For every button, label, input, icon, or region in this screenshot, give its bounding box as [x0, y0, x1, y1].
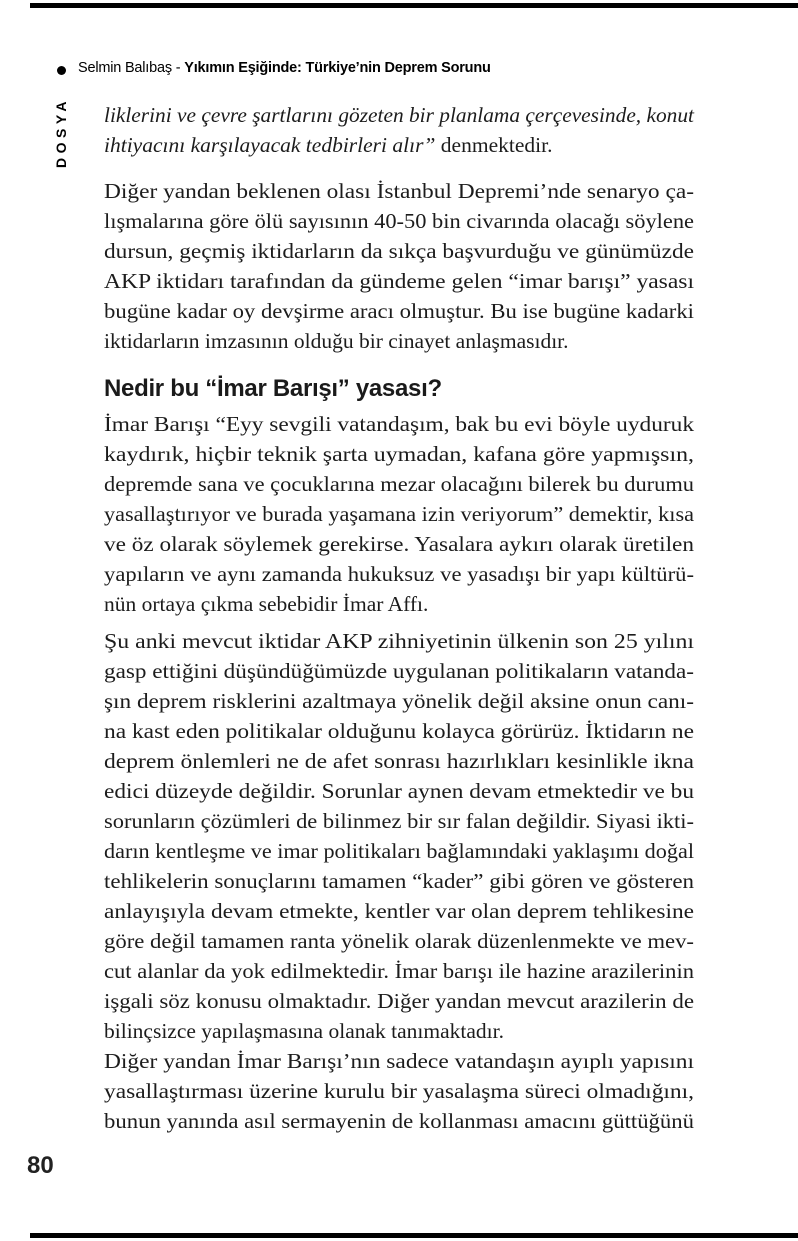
text-line — [104, 926, 694, 956]
quote-line-2-regular: denmektedir. — [435, 133, 553, 157]
text-line-content: Şu anki mevcut iktidar AKP zihniyetinin ülkenin son 25 yılını — [104, 629, 694, 653]
text-line-content: anlayışıyla devam etmekte, kentler var olan deprem tehlikesine — [104, 899, 694, 923]
text-line-content: kaydırık, hiçbir teknik şarta uymadan, kafana göre yapmışsın, — [104, 442, 694, 466]
text-line-content: nün ortaya çıkma sebebidir İmar Affı. — [104, 592, 429, 616]
text-line — [104, 206, 694, 236]
body-paragraph-3 — [104, 626, 694, 1046]
text-line-content: bilinçsizce yapılaşmasına olanak tanımaktadır. — [104, 1019, 505, 1043]
body-paragraph-4 — [104, 1046, 694, 1136]
text-line-content: şın deprem risklerini azaltmaya yönelik değil aksine onun canı- — [104, 689, 694, 713]
text-line — [104, 956, 694, 986]
text-line — [104, 100, 694, 130]
text-line-content: AKP iktidarı tarafından da gündeme gelen “imar barışı” yasası — [104, 269, 694, 293]
text-line-content: sorunların çözümleri de bilinmez bir sır falan değildir. Siyasi ikti- — [104, 809, 695, 833]
text-line-content: cut alanlar da yok edilmektedir. İmar barışı ile hazine arazilerinin — [104, 959, 694, 983]
text-line — [104, 866, 694, 896]
section-heading: Nedir bu “İmar Barışı” yasası? — [104, 375, 442, 402]
text-line — [104, 746, 694, 776]
quote-paragraph — [104, 100, 694, 160]
text-line-content: göre değil tamamen ranta yönelik olarak düzenlenmekte ve mev- — [104, 929, 694, 953]
text-line-content: bugüne kadar oy devşirme aracı olmuştur. Bu ise bugüne kadarki — [104, 299, 694, 323]
text-line-content: bunun yanında asıl sermayenin de kollanması amacını güttüğünü — [104, 1109, 694, 1133]
text-line — [104, 806, 694, 836]
text-line — [104, 130, 694, 160]
text-line-content: iktidarların imzasının olduğu bir cinayet anlaşmasıdır. — [104, 329, 569, 353]
text-line — [104, 686, 694, 716]
text-line-content: işgali söz konusu olmaktadır. Diğer yandan mevcut arazilerin de — [104, 989, 694, 1013]
text-line — [104, 469, 694, 499]
quote-line-2-italic: ihtiyacını karşılayacak tedbirleri alır” — [104, 133, 436, 157]
text-line — [104, 626, 694, 656]
text-line-content: darın kentleşme ve imar politikaları bağlamındaki yaklaşımı doğal — [104, 839, 694, 863]
text-line — [104, 529, 694, 559]
body-paragraph-1 — [104, 176, 694, 356]
text-line — [104, 559, 694, 589]
text-line-content: yapıların ve aynı zamanda hukuksuz ve yasadışı bir yapı kültürü- — [104, 562, 694, 586]
text-line — [104, 409, 694, 439]
text-line — [104, 296, 694, 326]
quote-line-2 — [104, 130, 552, 160]
text-line — [104, 1106, 694, 1136]
quote-line-1: liklerini ve çevre şartlarını gözeten bir planlama çerçevesinde, konut — [104, 103, 694, 127]
text-line — [104, 439, 694, 469]
text-line — [104, 176, 694, 206]
text-line — [104, 986, 694, 1016]
text-line — [104, 1016, 694, 1046]
header-separator: - — [171, 60, 185, 76]
text-line-content: na kast eden politikalar olduğunu kolayca görürüz. İktidarın ne — [104, 719, 695, 743]
body-paragraph-2 — [104, 409, 694, 619]
text-line — [104, 716, 694, 746]
top-rule — [30, 3, 798, 8]
bottom-rule — [30, 1233, 798, 1238]
header-book-title: Yıkımın Eşiğinde: Türkiye’nin Deprem Sorunu — [184, 60, 491, 76]
text-line-content: yasallaştırıyor ve burada yaşamana izin veriyorum” demektir, kısa — [104, 502, 694, 526]
bullet-icon — [57, 66, 66, 75]
text-line-content: depremde sana ve çocuklarına mezar olacağını bilerek bu durumu — [104, 472, 694, 496]
text-line-content: yasallaştırması üzerine kurulu bir yasalaşma süreci olmadığını, — [104, 1079, 694, 1103]
running-header — [78, 58, 778, 78]
text-line — [104, 1046, 694, 1076]
text-line-content: İmar Barışı “Eyy sevgili vatandaşım, bak bu evi böyle uyduruk — [104, 412, 694, 436]
text-line — [104, 236, 694, 266]
dosya-vertical-label: DOSYA — [53, 96, 69, 168]
text-line — [104, 589, 694, 619]
text-line — [104, 836, 694, 866]
page-number: 80 — [27, 1152, 54, 1179]
text-line — [104, 266, 694, 296]
text-line-content: dursun, geçmiş iktidarların da sıkça başvurduğu ve günümüzde — [104, 239, 694, 263]
text-line — [104, 776, 694, 806]
text-line-content: deprem önlemleri ne de afet sonrası hazırlıkları kesinlikle ikna — [104, 749, 694, 773]
text-line — [104, 326, 694, 356]
text-line-content: gasp ettiğini düşündüğümüzde uygulanan politikaların vatanda- — [104, 659, 694, 683]
text-line-content: tehlikelerin sonuçlarını tamamen “kader” gibi gören ve gösteren — [104, 869, 694, 893]
text-line-content: lışmalarına göre ölü sayısının 40-50 bin civarında olacağı söylene — [104, 209, 694, 233]
text-line — [104, 656, 694, 686]
text-line — [104, 1076, 694, 1106]
text-line-content: edici düzeyde değildir. Sorunlar aynen devam etmektedir ve bu — [104, 779, 694, 803]
text-line — [104, 499, 694, 529]
text-line-content: Diğer yandan İmar Barışı’nın sadece vatandaşın ayıplı yapısını — [104, 1049, 695, 1073]
text-line-content: ve öz olarak söylemek gerekirse. Yasalara aykırı olarak üretilen — [104, 532, 695, 556]
header-author: Selmin Balıbaş — [78, 60, 172, 76]
text-line — [104, 896, 694, 926]
text-line-content: Diğer yandan beklenen olası İstanbul Depremi’nde senaryo ça- — [104, 179, 694, 203]
